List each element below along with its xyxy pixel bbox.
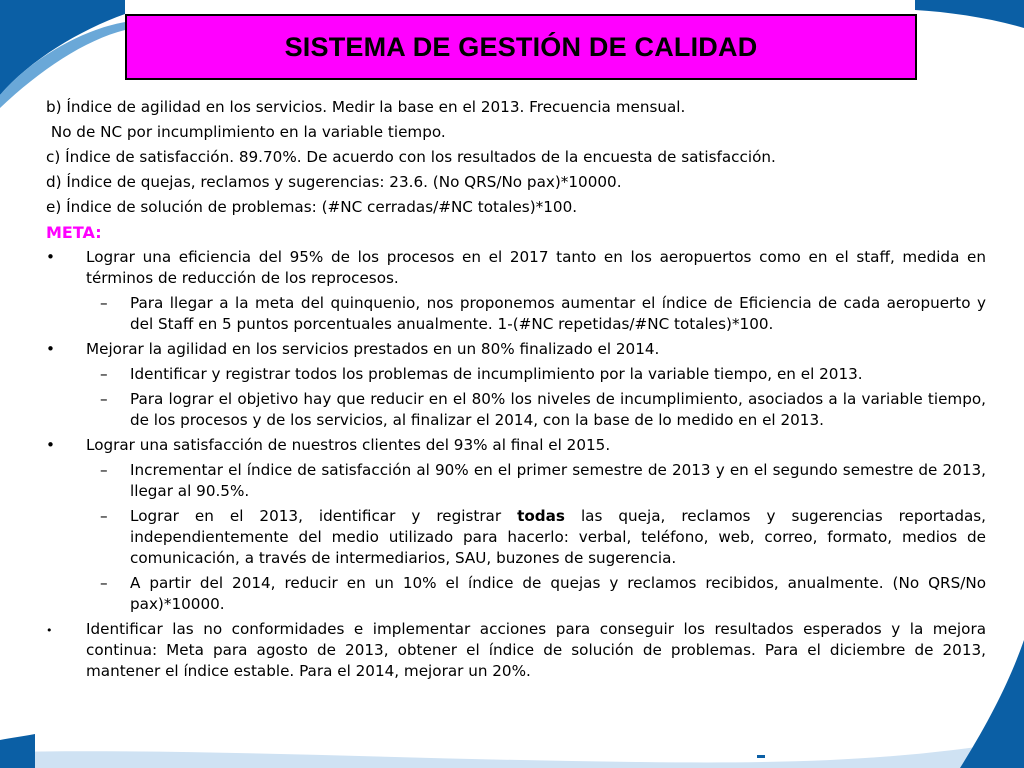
intro-line-satisfaction: c) Índice de satisfacción. 89.70%. De acuerdo con los resultados de la encuesta de satisfacción. bbox=[46, 148, 776, 166]
subitem-text bbox=[130, 507, 991, 567]
dash-marker: – bbox=[100, 574, 108, 592]
bullet-marker: • bbox=[46, 248, 55, 266]
slide-body bbox=[46, 97, 991, 686]
slide-title: SISTEMA DE GESTIÓN DE CALIDAD bbox=[284, 31, 758, 62]
goal-item bbox=[46, 435, 986, 456]
bullet-marker: • bbox=[46, 624, 53, 637]
intro-line-nc-time: No de NC por incumplimiento en la variable tiempo. bbox=[46, 123, 446, 141]
meta-heading: META: bbox=[46, 223, 102, 242]
title-box bbox=[125, 14, 917, 80]
swoosh-bottom-left-shape bbox=[0, 734, 35, 768]
goal-text: Mejorar la agilidad en los servicios prestados en un 80% finalizado el 2014. bbox=[86, 340, 660, 358]
bottom-small-mark bbox=[757, 755, 765, 758]
dash-marker: – bbox=[100, 461, 108, 479]
goal-subitem bbox=[46, 293, 986, 335]
goal-item bbox=[46, 619, 986, 682]
intro-line-problem-solution: e) Índice de solución de problemas: (#NC cerradas/#NC totales)*100. bbox=[46, 198, 578, 216]
bullet-marker: • bbox=[46, 436, 55, 454]
bullet-marker: • bbox=[46, 340, 55, 358]
goal-item bbox=[46, 339, 986, 360]
subitem-text-after: las queja, reclamos y sugerencias reportadas, independientemente del medio utilizado para hacerlo: verbal, teléfono, web, correo, formato, medios de comunicación, a través de intermediarios, SAU, buzones de sugerencia. bbox=[130, 507, 991, 567]
subitem-text: Para lograr el objetivo hay que reducir en el 80% los niveles de incumplimiento, asociados a la variable tiempo, de los procesos y de los servicios, al finalizar el 2014, con la base de lo medido en el 2013. bbox=[130, 390, 986, 429]
goal-subitem bbox=[46, 573, 986, 615]
goal-subitem bbox=[46, 506, 991, 569]
swoosh-bottom-shape bbox=[0, 740, 1024, 768]
subitem-text: Para llegar a la meta del quinquenio, nos proponemos aumentar el índice de Eficiencia de cada aeropuerto y del Staff en 5 puntos porcentuales anualmente. 1-(#NC repetidas/#NC totales)*100. bbox=[130, 294, 986, 333]
goal-text: Lograr una eficiencia del 95% de los procesos en el 2017 tanto en los aeropuertos como en el staff, medida en términos de reducción de los reprocesos. bbox=[86, 248, 986, 287]
dash-marker: – bbox=[100, 390, 108, 408]
dash-marker: – bbox=[100, 507, 108, 525]
goal-item bbox=[46, 247, 986, 289]
intro-line-agility: b) Índice de agilidad en los servicios. Medir la base en el 2013. Frecuencia mensual. bbox=[46, 98, 686, 116]
goal-text: Identificar las no conformidades e implementar acciones para conseguir los resultados esperados y la mejora continua: Meta para agosto de 2013, obtener el índice de solución de problemas. Para el diciembre de 2013, mantener el índice estable. Para el 2014, mejorar un 20%. bbox=[86, 620, 986, 680]
dash-marker: – bbox=[100, 365, 108, 383]
goal-text: Lograr una satisfacción de nuestros clientes del 93% al final el 2015. bbox=[86, 436, 611, 454]
subitem-text: Identificar y registrar todos los problemas de incumplimiento por la variable tiempo, en el 2013. bbox=[130, 365, 863, 383]
goal-subitem bbox=[46, 389, 986, 431]
subitem-text-bold: todas bbox=[517, 507, 565, 525]
goal-subitem bbox=[46, 364, 986, 385]
swoosh-top-right-shape bbox=[915, 0, 1024, 28]
goal-subitem bbox=[46, 460, 986, 502]
intro-line-complaints: d) Índice de quejas, reclamos y sugerencias: 23.6. (No QRS/No pax)*10000. bbox=[46, 173, 622, 191]
dash-marker: – bbox=[100, 294, 108, 312]
subitem-text: A partir del 2014, reducir en un 10% el índice de quejas y reclamos recibidos, anualmente. (No QRS/No pax)*10000. bbox=[130, 574, 986, 613]
subitem-text: Incrementar el índice de satisfacción al 90% en el primer semestre de 2013 y en el segundo semestre de 2013, llegar al 90.5%. bbox=[130, 461, 986, 500]
subitem-text-before: Lograr en el 2013, identificar y registrar bbox=[130, 507, 518, 525]
